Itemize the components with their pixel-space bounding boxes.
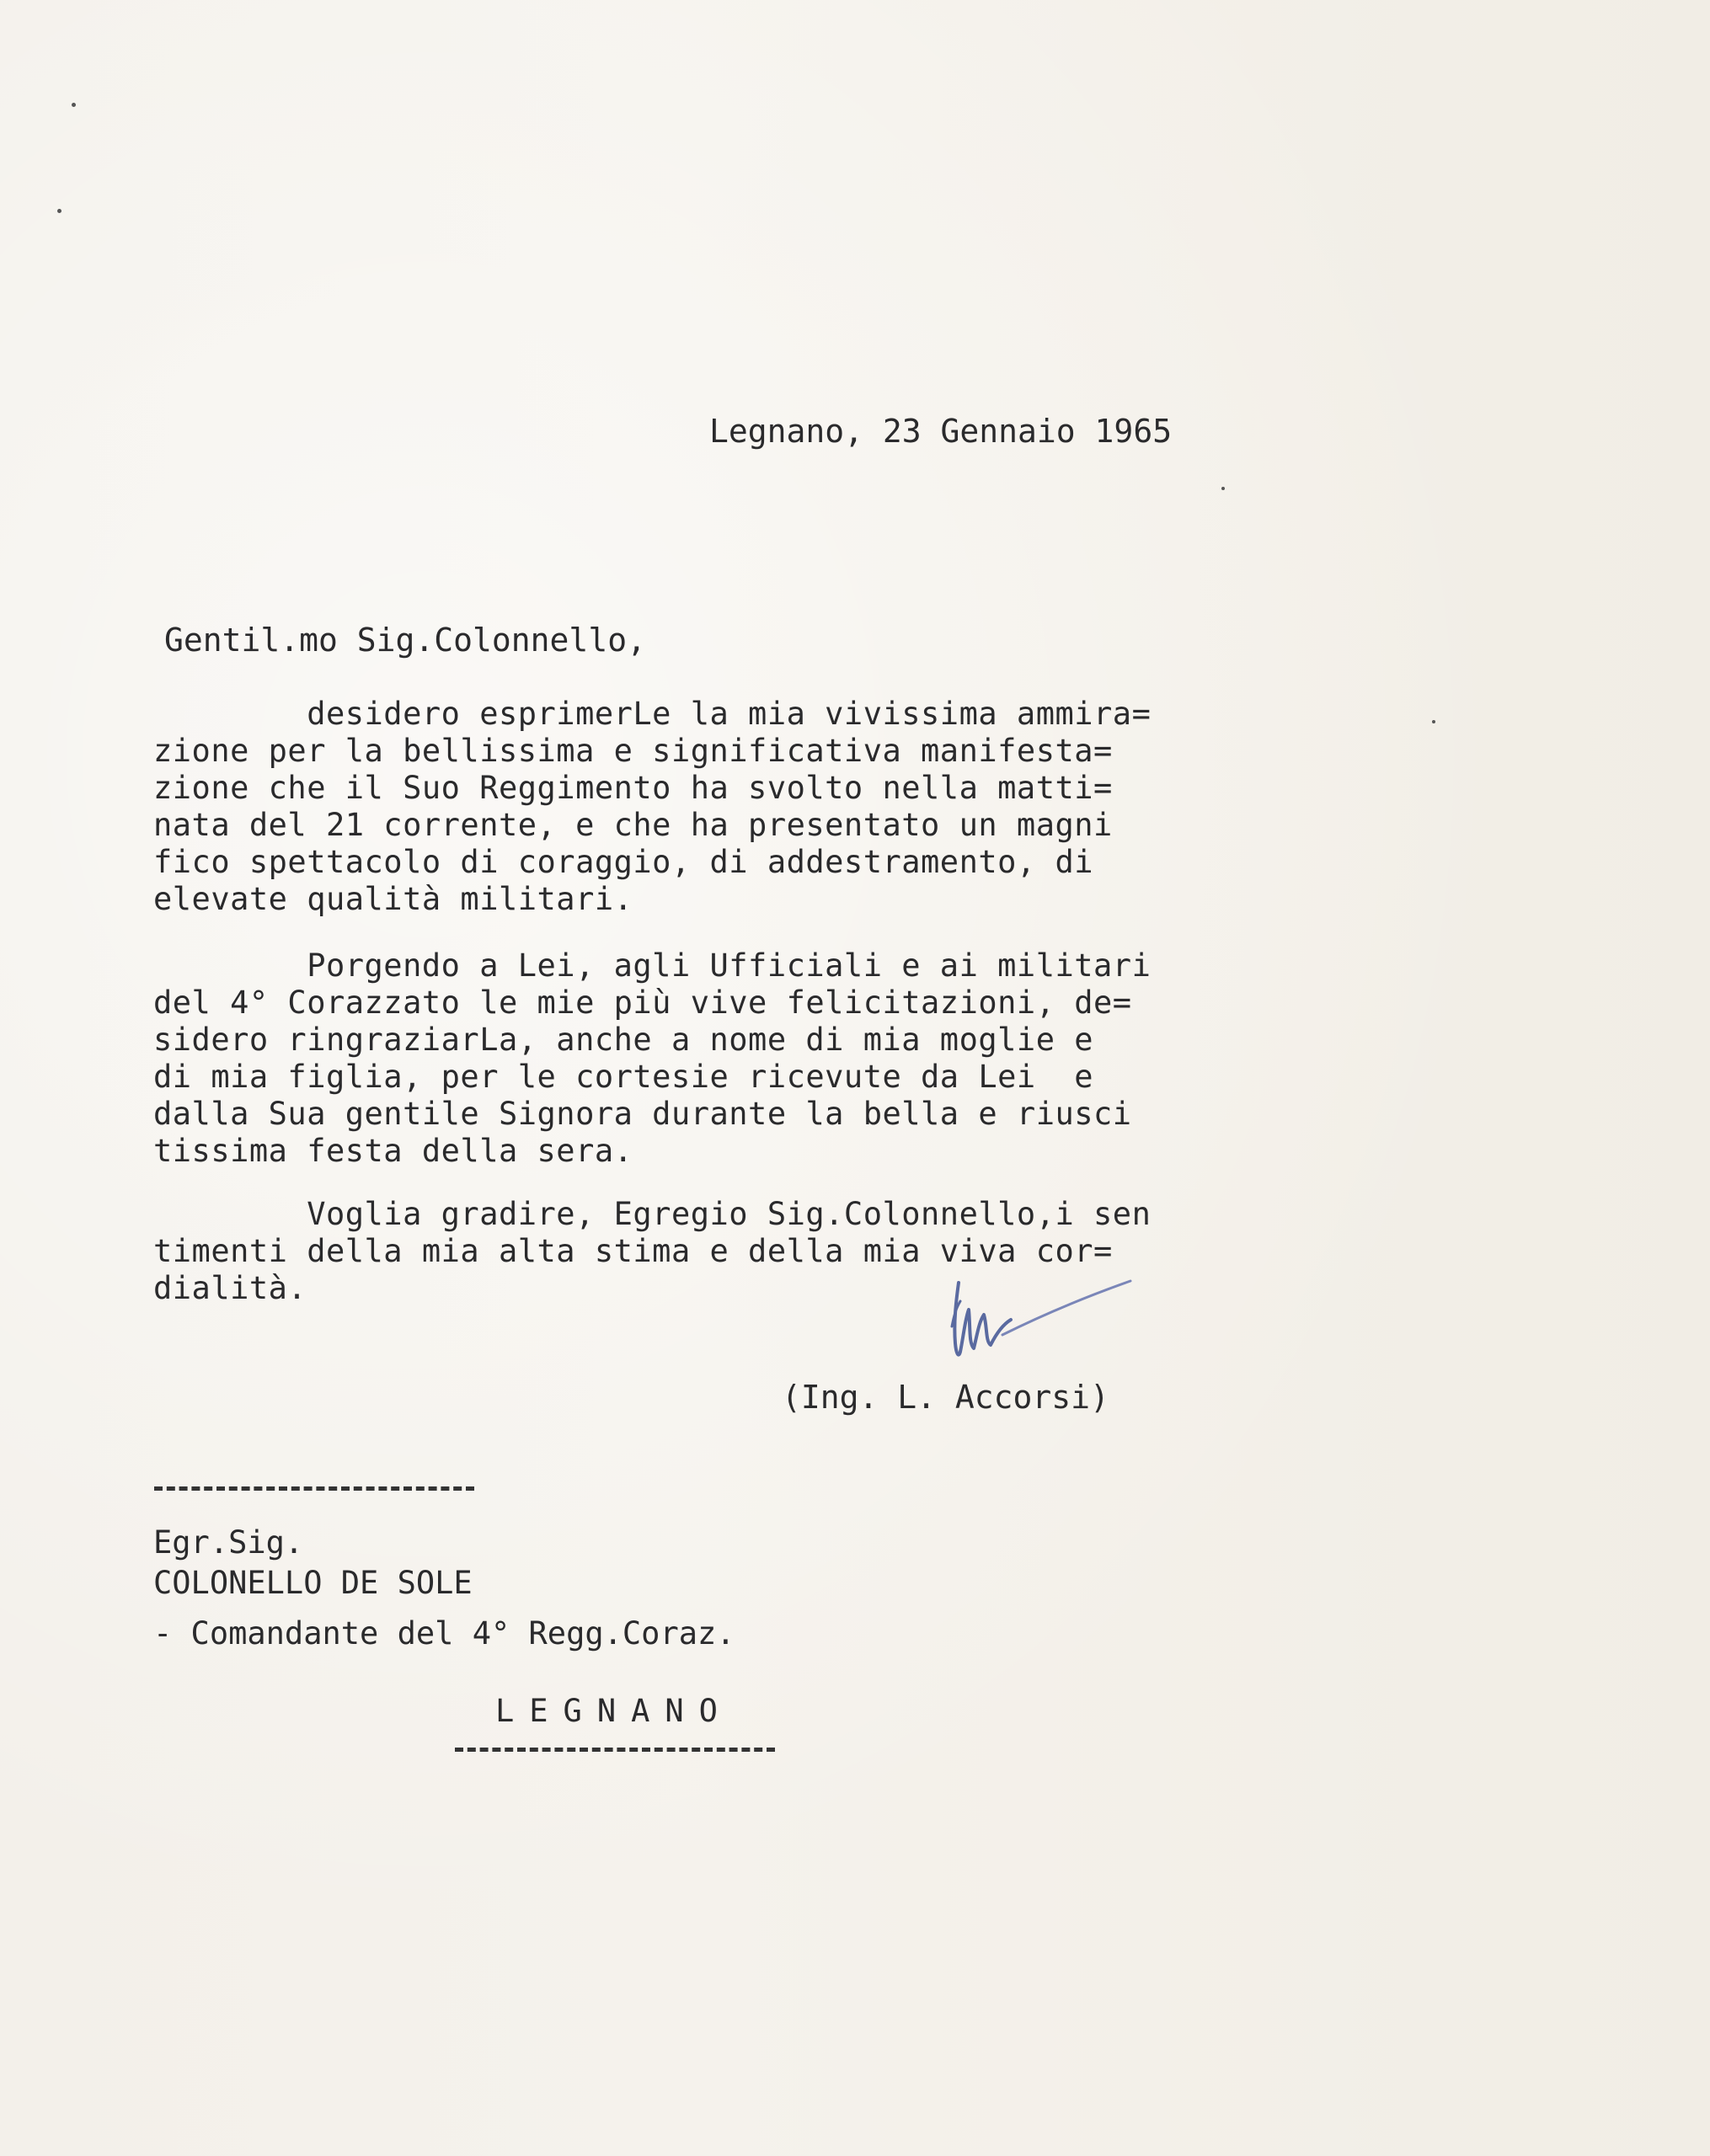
text-line: zione che il Suo Reggimento ha svolto nella matti=	[153, 770, 1113, 806]
recipient-name: COLONELLO DE SOLE	[153, 1565, 473, 1601]
text-line: timenti della mia alta stima e della mia viva cor=	[153, 1233, 1113, 1269]
text-line: Voglia gradire, Egregio Sig.Colonnello,i sen	[153, 1196, 1152, 1232]
text-line: sidero ringraziarLa, anche a nome di mia moglie e	[153, 1022, 1094, 1058]
paper-speck	[1432, 720, 1435, 723]
paper-speck	[72, 103, 76, 107]
text-line: di mia figlia, per le cortesie ricevute da Lei e	[153, 1059, 1094, 1095]
text-line: elevate qualità militari.	[153, 881, 633, 917]
signer-name: (Ing. L. Accorsi)	[782, 1379, 1109, 1416]
text-line: Porgendo a Lei, agli Ufficiali e ai militari	[153, 947, 1152, 984]
text-line: del 4° Corazzato le mie più vive felicitazioni, de=	[153, 985, 1132, 1021]
city-underline	[455, 1748, 775, 1752]
text-line: nata del 21 corrente, e che ha presentato un magni	[153, 807, 1113, 843]
paper-speck	[57, 209, 61, 213]
recipient-title: Egr.Sig.	[153, 1524, 304, 1561]
text-line: desidero esprimerLe la mia vivissima ammira=	[153, 696, 1152, 732]
text-line: fico spettacolo di coraggio, di addestramento, di	[153, 844, 1094, 880]
text-line: dalla Sua gentile Signora durante la bella e riusci	[153, 1096, 1132, 1132]
recipient-role: - Comandante del 4° Regg.Coraz.	[153, 1615, 735, 1652]
letter-date: Legnano, 23 Gennaio 1965	[709, 413, 1173, 450]
recipient-city: LEGNANO	[495, 1693, 733, 1729]
handwritten-signature	[943, 1276, 1137, 1377]
separator-rule	[154, 1486, 474, 1491]
text-line: dialità.	[153, 1270, 307, 1306]
text-line: tissima festa della sera.	[153, 1133, 633, 1169]
text-line: zione per la bellissima e significativa manifesta=	[153, 733, 1113, 769]
paper-speck	[1221, 487, 1225, 490]
salutation: Gentil.mo Sig.Colonnello,	[164, 622, 646, 659]
paragraph-2	[153, 947, 1198, 1170]
paragraph-1	[153, 696, 1198, 918]
